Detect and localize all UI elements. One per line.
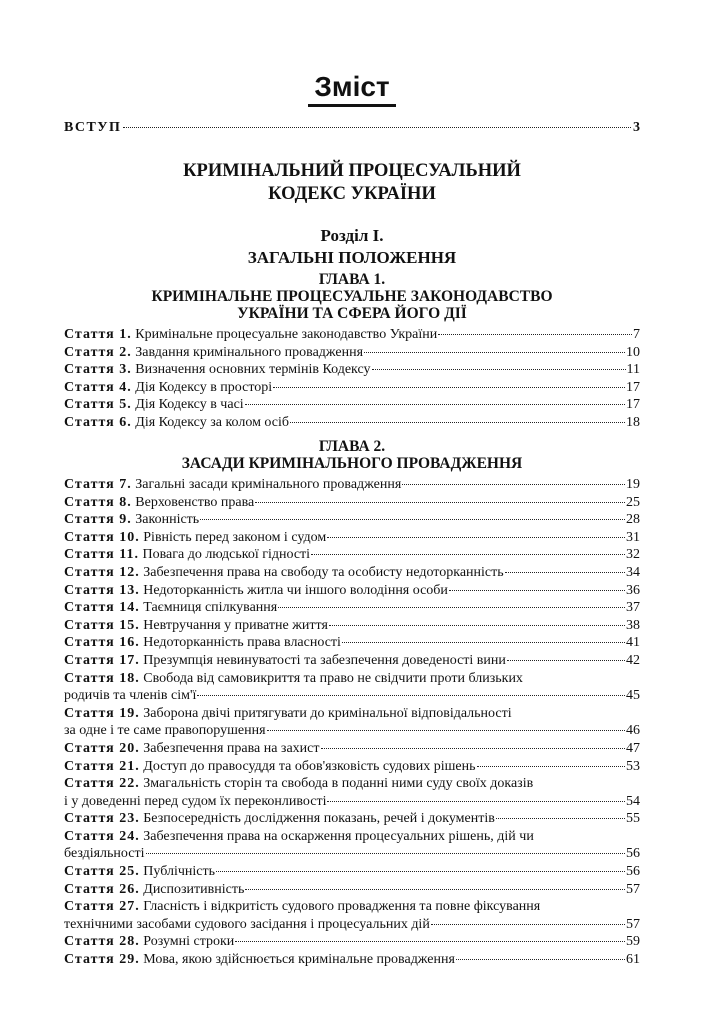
article-number: Стаття 3. — [64, 362, 132, 378]
article-page: 41 — [626, 635, 640, 651]
toc-entry-article[interactable] — [64, 810, 640, 828]
article-page: 17 — [626, 397, 640, 413]
dot-leader — [431, 924, 625, 925]
toc-entry-article[interactable] — [64, 705, 640, 740]
toc-entry-article[interactable] — [64, 951, 640, 969]
article-number: Стаття 7. — [64, 477, 132, 492]
article-line — [64, 564, 640, 582]
article-page: 38 — [626, 617, 640, 633]
article-title: Загальні засади кримінального провадження — [135, 477, 402, 492]
dot-leader — [311, 554, 625, 555]
intro-page: 3 — [633, 120, 640, 135]
article-number: Стаття 20. — [64, 740, 140, 756]
toc-entry-article[interactable] — [64, 828, 640, 863]
code-title-line: КОДЕКС УКРАЇНИ — [268, 184, 436, 204]
chapter-name-line: ЗАСАДИ КРИМІНАЛЬНОГО ПРОВАДЖЕННЯ — [181, 455, 523, 472]
article-number: Стаття 14. — [64, 600, 140, 616]
dot-leader — [255, 502, 625, 503]
toc-entry-article[interactable] — [64, 775, 640, 810]
article-number: Стаття 11. — [64, 547, 139, 563]
article-number: Стаття 15. — [64, 617, 140, 633]
article-page: 17 — [626, 379, 640, 395]
section-name: ЗАГАЛЬНІ ПОЛОЖЕННЯ — [247, 248, 457, 267]
dot-leader — [321, 748, 625, 749]
dot-leader — [216, 871, 625, 872]
dot-leader — [507, 660, 625, 661]
article-title: Недоторканність житла чи іншого володіння особи — [143, 582, 448, 598]
toc-entry-article[interactable] — [64, 652, 640, 670]
section-number: Розділ І. — [320, 226, 384, 245]
toc-entry-article[interactable] — [64, 476, 640, 494]
article-title: Дія Кодексу в просторі — [135, 379, 273, 395]
article-line — [64, 379, 640, 397]
toc-entry-article[interactable] — [64, 511, 640, 529]
toc-entry-article[interactable] — [64, 933, 640, 951]
article-number: Стаття 29. — [64, 952, 140, 968]
article-title-cont: за одне і те саме правопорушення — [64, 723, 266, 739]
article-line — [64, 476, 640, 494]
dot-leader — [438, 334, 632, 335]
article-title: Невтручання у приватне життя — [143, 617, 328, 633]
article-number: Стаття 13. — [64, 582, 140, 598]
article-line — [64, 582, 640, 600]
article-line — [64, 634, 640, 652]
toc-entry-article[interactable] — [64, 379, 640, 397]
dot-leader — [402, 484, 625, 485]
dot-leader — [146, 853, 626, 854]
article-line — [64, 863, 640, 881]
article-number: Стаття 12. — [64, 564, 140, 580]
article-number: Стаття 16. — [64, 635, 140, 651]
article-continuation-line — [64, 687, 640, 705]
article-page: 45 — [626, 688, 640, 704]
dot-leader — [327, 537, 625, 538]
dot-leader — [364, 352, 625, 353]
article-number: Стаття 8. — [64, 494, 132, 510]
article-number: Стаття 9. — [64, 512, 132, 528]
article-number: Стаття 21. — [64, 758, 140, 774]
article-title-cont: родичів та членів сім'ї — [64, 688, 197, 704]
intro-label: ВСТУП — [64, 120, 122, 135]
dot-leader — [273, 387, 625, 388]
dot-leader — [505, 572, 625, 573]
dot-leader — [327, 801, 625, 802]
article-line — [64, 511, 640, 529]
article-title: Забезпечення права на захист — [143, 740, 320, 756]
article-line — [64, 933, 640, 951]
chapter-number: ГЛАВА 2. — [318, 438, 386, 455]
dot-leader — [372, 369, 626, 370]
article-line — [64, 494, 640, 512]
article-page: 57 — [626, 916, 640, 932]
toc-entry-article[interactable] — [64, 582, 640, 600]
article-title: Безпосередність дослідження показань, речей і документів — [143, 811, 495, 827]
article-page: 18 — [626, 414, 640, 430]
article-number: Стаття 10. — [64, 529, 140, 545]
dot-leader — [290, 422, 625, 423]
article-page: 56 — [626, 846, 640, 862]
dot-leader — [496, 818, 625, 819]
toc-entry-article[interactable] — [64, 494, 640, 512]
article-title: Мова, якою здійснюється кримінальне провадження — [143, 952, 455, 968]
code-title-line: КРИМІНАЛЬНИЙ ПРОЦЕСУАЛЬНИЙ — [183, 161, 521, 181]
article-number: Стаття 26. — [64, 881, 140, 897]
article-page: 11 — [626, 362, 640, 378]
toc-entry-article[interactable] — [64, 898, 640, 933]
toc-entry-article[interactable] — [64, 396, 640, 414]
article-number: Стаття 22. — [64, 776, 140, 792]
article-page: 7 — [633, 327, 640, 342]
article-page: 37 — [626, 600, 640, 616]
article-title: Публічність — [143, 864, 215, 880]
article-continuation-line — [64, 916, 640, 934]
article-number: Стаття 25. — [64, 864, 140, 880]
article-number: Стаття 28. — [64, 934, 140, 950]
article-title: Рівність перед законом і судом — [143, 529, 327, 545]
dot-leader — [449, 590, 625, 591]
dot-leader — [278, 607, 625, 608]
article-page: 55 — [626, 811, 640, 827]
article-line — [64, 758, 640, 776]
article-number: Стаття 18. — [64, 670, 140, 686]
toc-entry-article[interactable] — [64, 634, 640, 652]
article-title-cont: і у доведенні перед судом їх переконливості — [64, 793, 327, 809]
article-page: 54 — [626, 793, 640, 809]
dot-leader — [477, 766, 626, 767]
article-page: 10 — [626, 344, 640, 360]
article-page: 56 — [626, 864, 640, 880]
dot-leader — [456, 959, 625, 960]
article-line — [64, 951, 640, 969]
article-title: Законність — [135, 512, 200, 528]
toc-entry-article[interactable] — [64, 529, 640, 547]
dot-leader — [267, 730, 625, 731]
article-line — [64, 652, 640, 670]
dot-leader — [245, 404, 625, 405]
article-title: Гласність і відкритість судового провадження та повне фіксування — [143, 899, 541, 915]
article-page: 46 — [626, 723, 640, 739]
chapter-heading — [0, 438, 704, 472]
chapter-heading — [0, 271, 704, 322]
toc-entry-article[interactable] — [64, 740, 640, 758]
article-line — [64, 414, 640, 432]
article-title: Доступ до правосуддя та обов'язковість судових рішень — [143, 758, 476, 774]
article-line — [64, 361, 640, 379]
article-page: 32 — [626, 547, 640, 563]
article-number: Стаття 1. — [64, 327, 132, 342]
article-line — [64, 529, 640, 547]
article-line — [64, 599, 640, 617]
article-line — [64, 810, 640, 828]
article-line — [64, 617, 640, 635]
article-first-line — [64, 828, 640, 846]
dot-leader — [329, 625, 625, 626]
toc-entry-article[interactable] — [64, 617, 640, 635]
toc-entry-article[interactable] — [64, 414, 640, 432]
toc-entry-article[interactable] — [64, 863, 640, 881]
chapter-2-articles — [64, 476, 640, 969]
article-first-line — [64, 705, 640, 723]
dot-leader — [235, 941, 625, 942]
article-title: Верховенство права — [135, 494, 255, 510]
article-page: 42 — [626, 652, 640, 668]
article-title-cont: бездіяльності — [64, 846, 145, 862]
article-first-line — [64, 775, 640, 793]
article-number: Стаття 2. — [64, 344, 132, 360]
article-page: 34 — [626, 564, 640, 580]
article-number: Стаття 23. — [64, 811, 140, 827]
article-line — [64, 396, 640, 414]
page-title: Зміст — [308, 70, 395, 107]
chapter-name-line: КРИМІНАЛЬНЕ ПРОЦЕСУАЛЬНЕ ЗАКОНОДАВСТВО — [151, 288, 553, 305]
article-line — [64, 881, 640, 899]
article-line — [64, 740, 640, 758]
article-number: Стаття 5. — [64, 397, 132, 413]
article-number: Стаття 19. — [64, 705, 140, 721]
article-title: Диспозитивність — [143, 881, 245, 897]
article-number: Стаття 24. — [64, 828, 140, 844]
section-heading — [0, 225, 704, 269]
chapter-1-articles — [64, 326, 640, 432]
article-title: Дія Кодексу в часі — [135, 397, 244, 413]
article-number: Стаття 27. — [64, 899, 140, 915]
article-title: Таємниця спілкування — [143, 600, 278, 616]
dot-leader — [123, 127, 631, 128]
toc-entry-article[interactable] — [64, 599, 640, 617]
toc-entry-article[interactable] — [64, 326, 640, 344]
toc-entry-article[interactable] — [64, 546, 640, 564]
article-page: 61 — [626, 952, 640, 968]
article-title: Завдання кримінального провадження — [135, 344, 364, 360]
toc-entry-article[interactable] — [64, 670, 640, 705]
article-page: 57 — [626, 881, 640, 897]
article-title: Визначення основних термінів Кодексу — [135, 362, 371, 378]
dot-leader — [245, 889, 625, 890]
article-page: 36 — [626, 582, 640, 598]
article-title: Забезпечення права на свободу та особисту недоторканність — [143, 564, 504, 580]
toc-entry-article[interactable] — [64, 758, 640, 776]
article-line — [64, 546, 640, 564]
article-continuation-line — [64, 845, 640, 863]
article-line — [64, 344, 640, 362]
article-title: Кримінальне процесуальне законодавство України — [135, 327, 438, 342]
dot-leader — [200, 519, 625, 520]
article-title: Недоторканність права власності — [143, 635, 341, 651]
article-continuation-line — [64, 793, 640, 811]
article-page: 28 — [626, 512, 640, 528]
dot-leader — [197, 695, 625, 696]
dot-leader — [342, 642, 625, 643]
article-title: Презумпція невинуватості та забезпечення доведеності вини — [143, 652, 506, 668]
toc-entry-article[interactable] — [64, 361, 640, 379]
article-title: Дія Кодексу за колом осіб — [135, 414, 290, 430]
chapter-number: ГЛАВА 1. — [318, 271, 386, 288]
toc-entry-article[interactable] — [64, 344, 640, 362]
chapter-name-line: УКРАЇНИ ТА СФЕРА ЙОГО ДІЇ — [237, 305, 467, 322]
article-page: 47 — [626, 740, 640, 756]
article-title: Повага до людської гідності — [142, 547, 311, 563]
article-continuation-line — [64, 722, 640, 740]
article-page: 19 — [626, 477, 640, 492]
toc-entry-intro[interactable] — [64, 120, 640, 136]
article-page: 53 — [626, 758, 640, 774]
article-number: Стаття 4. — [64, 379, 132, 395]
article-first-line — [64, 670, 640, 688]
toc-entry-article[interactable] — [64, 881, 640, 899]
article-page: 59 — [626, 934, 640, 950]
article-title: Свобода від самовикриття та право не свідчити проти близьких — [143, 670, 523, 686]
article-title: Змагальність сторін та свобода в поданні ними суду своїх доказів — [143, 776, 534, 792]
toc-entry-article[interactable] — [64, 564, 640, 582]
article-page: 31 — [626, 529, 640, 545]
article-title: Заборона двічі притягувати до кримінальної відповідальності — [143, 705, 512, 721]
article-title: Забезпечення права на оскарження процесуальних рішень, дій чи — [143, 828, 534, 844]
article-number: Стаття 6. — [64, 414, 132, 430]
article-first-line — [64, 898, 640, 916]
title-wrap — [0, 70, 704, 107]
article-title-cont: технічними засобами судового засідання і процесуальних дій — [64, 916, 430, 932]
article-page: 25 — [626, 494, 640, 510]
article-number: Стаття 17. — [64, 652, 140, 668]
article-line — [64, 326, 640, 344]
code-title — [0, 160, 704, 206]
article-title: Розумні строки — [143, 934, 235, 950]
